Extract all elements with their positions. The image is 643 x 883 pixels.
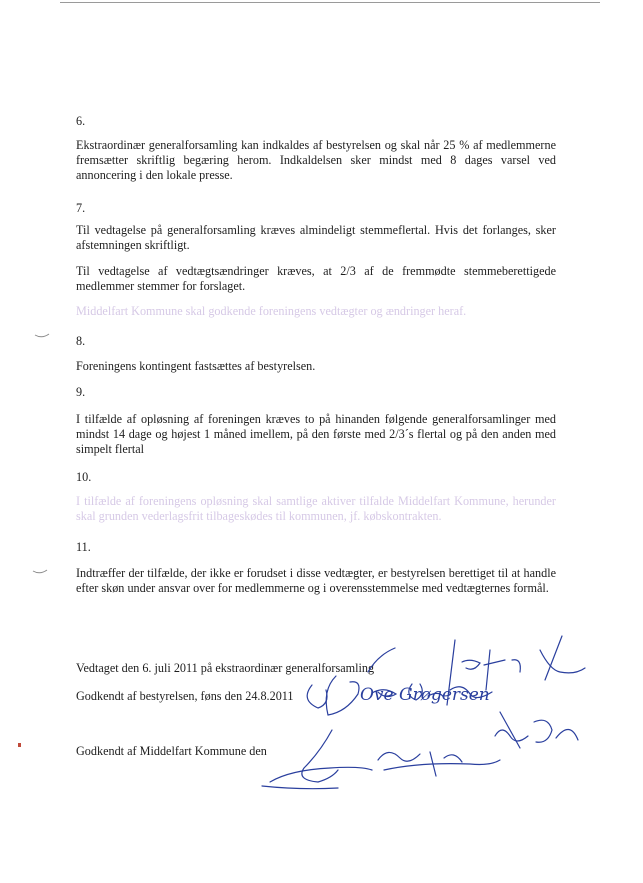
signature-name: Ove Grøgersen — [360, 685, 490, 705]
section-7-text-2: Til vedtagelse af vedtægtsændringer kræves, at 2/3 af de fremmødte stemmeberettigede medlemmer stemmer for forslaget. — [76, 264, 556, 294]
section-7-faded-text: Middelfart Kommune skal godkende foreningens vedtægter og ændringer heraf. — [76, 304, 467, 318]
section-7-text-1: Til vedtagelse på generalforsamling kræves almindeligt stemmeflertal. Hvis det forlanges, sker afstemningen skriftligt. — [76, 223, 556, 253]
board-approval-line: Godkendt af bestyrelsen, føns den 24.8.2011 — [76, 689, 294, 703]
section-11-text: Indtræffer der tilfælde, der ikke er forudset i disse vedtægter, er bestyrelsen berettiget til at handle efter skøn under ansvar over for medlemmerne og i overensstemmelse med vedtægternes formål. — [76, 566, 556, 596]
section-number-6: 6. — [76, 114, 86, 128]
adopted-line: Vedtaget den 6. juli 2011 på ekstraordinær generalforsamling — [76, 661, 375, 675]
municipality-approval-line: Godkendt af Middelfart Kommune den — [76, 744, 267, 758]
section-number-11: 11. — [76, 540, 91, 554]
section-6-text: Ekstraordinær generalforsamling kan indkaldes af bestyrelsen og skal når 25 % af medlemmerne fremsætter skriftlig begæring herom. Indkaldelsen sker mindst med 8 dages varsel ved annoncering i den lokale presse. — [76, 138, 556, 183]
section-number-10: 10. — [76, 470, 92, 484]
section-10-faded-text: I tilfælde af foreningens opløsning skal samtlige aktiver tilfalde Middelfart Kommune, herunder skal grunden vederlagsfrit tilbageskødes til kommunen, jf. købskontrakten. — [76, 494, 556, 524]
section-9-text: I tilfælde af opløsning af foreningen kræves to på hinanden følgende generalforsamlinger med mindst 14 dage og højest 1 måned imellem, på den første med 2/3´s flertal og på den anden med simpelt flertal — [76, 412, 556, 457]
section-8-text: Foreningens kontingent fastsættes af bestyrelsen. — [76, 359, 316, 373]
section-number-9: 9. — [76, 385, 86, 399]
section-number-7: 7. — [76, 201, 86, 215]
section-number-8: 8. — [76, 334, 86, 348]
